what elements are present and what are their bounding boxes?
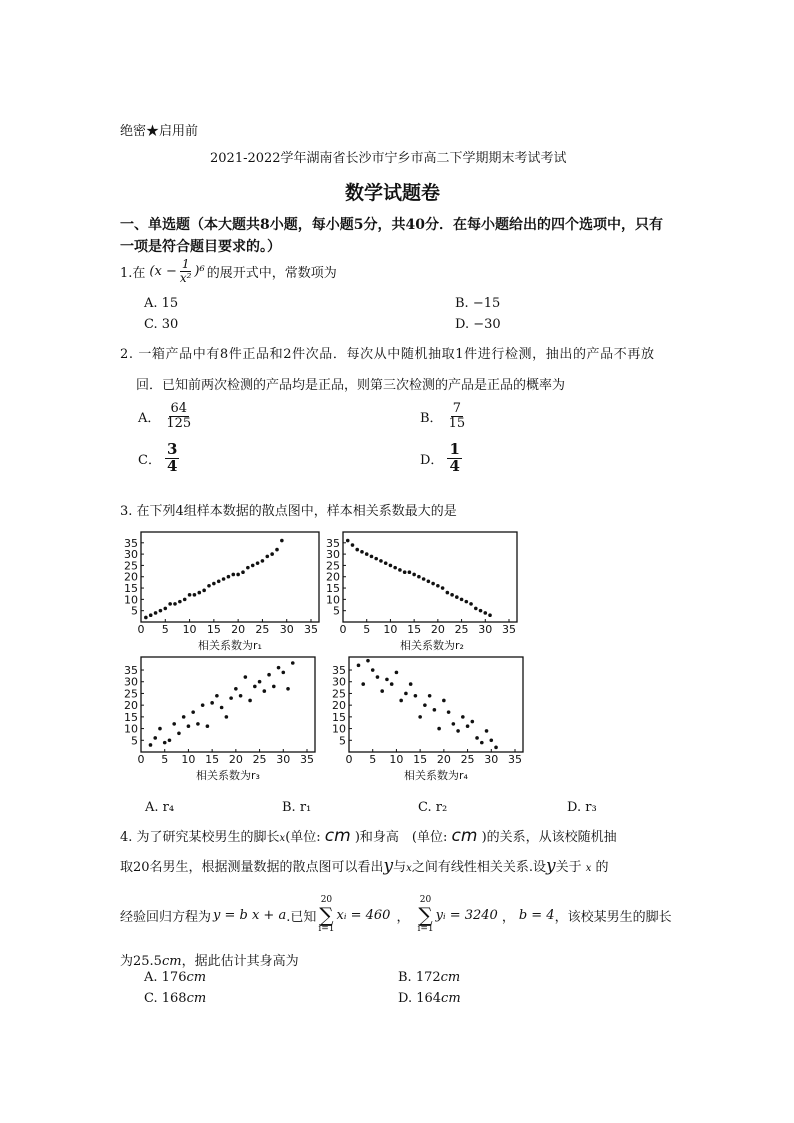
plot2-point — [427, 579, 431, 583]
plot2-ytick-label: 25 — [326, 559, 340, 573]
q2-a-num: 64 — [170, 401, 188, 416]
plot4-point — [385, 678, 389, 682]
plot4-point — [376, 675, 380, 679]
plot3-point — [267, 673, 271, 677]
plot1-point — [241, 570, 245, 574]
plot4-point — [414, 694, 418, 698]
q4-unit-2: cm — [451, 826, 478, 846]
q1-expr-right: )⁶ — [194, 263, 205, 279]
plot2-point — [379, 559, 383, 563]
plot1-xtick-label: 5 — [161, 623, 169, 636]
plot3-point — [229, 696, 233, 700]
plot2-ytick-label: 35 — [326, 536, 340, 550]
q4-sum-y: yᵢ = 3240 — [435, 907, 498, 923]
plot3-ytick-label: 15 — [124, 710, 138, 724]
plot4-point — [471, 720, 475, 724]
plot4-ytick-label: 5 — [339, 734, 346, 748]
q3-option-d: D. r₃ — [567, 800, 597, 815]
plot1-point — [212, 582, 216, 586]
q1-expr-left: (x − — [149, 263, 177, 279]
q2-b-num: 7 — [452, 401, 461, 416]
q1-option-b: B. −15 — [455, 296, 501, 311]
plot2-point — [346, 539, 350, 543]
plot1-point — [280, 539, 284, 543]
q4-var-y-1: y — [383, 856, 394, 876]
q3-option-b: B. r₁ — [282, 800, 312, 815]
q4-option-c-value: C. 168 — [144, 991, 187, 1006]
q4-var-x-3: x — [585, 863, 592, 874]
q1-prefix: 1.在 — [120, 265, 146, 281]
plot1-point — [251, 564, 255, 568]
plot3-xtick-label: 15 — [205, 753, 220, 766]
q2-stem-line2: 回．已知前两次检测的产品均是正品，则第三次检测的产品是正品的概率为 — [136, 378, 566, 393]
plot1-ytick-label: 20 — [124, 570, 138, 584]
plot1-point — [256, 561, 260, 565]
q2-d-num: 1 — [449, 440, 460, 458]
plot2-xtick-label: 25 — [454, 623, 469, 636]
plot1-xtick-label: 20 — [231, 623, 246, 636]
secret-label: 绝密★启用前 — [120, 124, 199, 139]
q4-line1-b: (单位: — [285, 830, 321, 845]
plot4-point — [357, 664, 361, 668]
plot4-xtick-label: 25 — [460, 753, 475, 766]
q2-b-label: B． — [420, 410, 443, 426]
plot4-point — [437, 727, 441, 731]
plot4-point — [399, 699, 403, 703]
plot3-point — [168, 738, 172, 742]
plot2-ytick-label: 15 — [326, 582, 340, 596]
plot3-ytick-label: 10 — [124, 722, 138, 736]
plot3-ytick-label: 20 — [124, 699, 138, 713]
plot4-point — [461, 715, 465, 719]
q1-suffix: 的展开式中，常数项为 — [206, 265, 337, 281]
plot1-point — [173, 602, 177, 606]
plot2-point — [479, 609, 483, 613]
plot4-xtick-label: 10 — [389, 753, 404, 766]
q4-line4-a: 为25.5 — [120, 954, 162, 969]
plot2-frame — [343, 532, 517, 622]
plot3-point — [187, 724, 191, 728]
q1-frac-den: x² — [179, 270, 192, 285]
q4-line4-b: ，据此估计其身高为 — [181, 954, 299, 969]
q4-line2-b: 与 — [393, 860, 407, 875]
plot1-xtick-label: 30 — [279, 623, 294, 636]
plot1-point — [236, 573, 240, 577]
section-heading-line1: 一、单选题（本大题共8小题，每小题5分，共40分．在每小题给出的四个选项中，只有 — [120, 217, 663, 233]
q4-option-b-value: B. 172 — [398, 970, 441, 985]
plot2-point — [460, 598, 464, 602]
plot2-point — [431, 582, 435, 586]
plot2-xtick-label: 5 — [363, 623, 371, 636]
plot2-point — [403, 570, 407, 574]
plot2-point — [398, 568, 402, 572]
plot2-point — [436, 584, 440, 588]
plot3-point — [263, 689, 267, 693]
plot2-ytick-label: 10 — [326, 593, 340, 607]
plot4-point — [380, 689, 384, 693]
plot3-point — [234, 687, 238, 691]
plot2-xtick-label: 30 — [478, 623, 493, 636]
q4-line1-a: 4. 为了研究某校男生的脚长 — [120, 830, 280, 845]
plot3-point — [177, 731, 181, 735]
q4-line2-e: 的 — [595, 860, 609, 875]
plot4-ytick-label: 25 — [332, 687, 346, 701]
q3-stem: 3. 在下列4组样本数据的散点图中，样本相关系数最大的是 — [120, 504, 457, 519]
plot3-point — [248, 699, 252, 703]
q4-sum-y-top: 20 — [419, 895, 432, 905]
plot3-point — [253, 685, 257, 689]
q1-option-a: A. 15 — [144, 296, 179, 311]
q4-sum-x-symbol — [318, 896, 334, 934]
q4-regression-eq: y = b x + a — [213, 907, 287, 923]
plot1-point — [270, 552, 274, 556]
plot4-point — [466, 724, 470, 728]
q4-option-c-unit: cm — [186, 991, 207, 1006]
plot3-point — [258, 680, 262, 684]
plot3-ytick-label: 25 — [124, 687, 138, 701]
plot2-caption: 相关系数为r₂ — [400, 639, 464, 652]
q3-option-a: A. r₄ — [145, 800, 175, 815]
q2-d-label: D． — [420, 452, 444, 468]
plot4-point — [423, 703, 427, 707]
plot3-frame — [141, 657, 315, 752]
q4-sum-x: xᵢ = 460 — [336, 907, 391, 923]
q2-c-label: C． — [138, 452, 161, 468]
plot4-point — [494, 746, 498, 750]
plot1-point — [168, 602, 172, 606]
q4-line3: 经验回归方程为 y = b x + a .已知 20 ∑ i=1 xᵢ = 460 ， 20 ∑ i=1 yᵢ = 3240 ， b = 4 ，该校某男生的脚长 — [120, 895, 672, 934]
plot3-ytick-label: 5 — [131, 734, 138, 748]
plot1-point — [222, 577, 226, 581]
plot2-xtick-label: 15 — [407, 623, 422, 636]
plot1-point — [207, 584, 211, 588]
q4-line3-c: ，该校某男生的脚长 — [554, 909, 672, 925]
plot1-point — [217, 579, 221, 583]
q1-frac-num: 1 — [181, 257, 190, 271]
plot2-xtick-label: 0 — [339, 623, 347, 636]
q4-sum-y-bottom: i=1 — [417, 924, 434, 934]
plot4-point — [395, 671, 399, 675]
exam-title: 2021-2022学年湖南省长沙市宁乡市高二下学期期末考试考试 — [210, 151, 567, 166]
q4-line2-a: 取20名男生，根据测量数据的散点图可以看出 — [120, 860, 384, 875]
plot3-point — [172, 722, 176, 726]
q1-option-c: C. 30 — [144, 317, 179, 332]
plot2-point — [422, 577, 426, 581]
q4-option-a-value: A. 176 — [144, 970, 187, 985]
plot4-ytick-label: 30 — [332, 675, 346, 689]
plot4-point — [433, 708, 437, 712]
q4-line4-unit: cm — [161, 954, 182, 969]
plot3-xtick-label: 5 — [161, 753, 169, 766]
q4-bhat: b = 4 — [518, 907, 555, 923]
q4-option-d-value: D. 164 — [398, 991, 442, 1006]
plot4-ytick-label: 20 — [332, 699, 346, 713]
plot2-point — [370, 555, 374, 559]
q4-line2 — [120, 856, 609, 876]
plot4-frame — [349, 657, 523, 752]
plot1-point — [202, 589, 206, 593]
plot4-point — [475, 736, 479, 740]
plot1-xtick-label: 35 — [304, 623, 318, 636]
plot1-xtick-label: 15 — [206, 623, 221, 636]
plot4-point — [480, 741, 484, 745]
plot3-point — [153, 736, 157, 740]
plot4-point — [485, 729, 489, 733]
plot1-xtick-label: 0 — [137, 623, 145, 636]
q4-option-a-unit: cm — [186, 970, 207, 985]
q4-var-y-2: y — [545, 856, 556, 876]
q4-line3-a: 经验回归方程为 — [120, 909, 212, 925]
plot4-point — [442, 699, 446, 703]
plot2-point — [455, 595, 459, 599]
q4-line2-c: 之间有线性相关关系.设 — [411, 860, 546, 875]
plot1-point — [275, 548, 279, 552]
plot2-ytick-label: 30 — [326, 548, 340, 562]
plot4-point — [447, 710, 451, 714]
q4-line1-d: )的关系，从该校随机抽 — [481, 830, 617, 845]
plot2-point — [469, 602, 473, 606]
plot1-point — [188, 593, 192, 597]
plot4-point — [390, 682, 394, 686]
plot2-point — [351, 543, 355, 547]
q4-line1 — [120, 826, 617, 846]
plot4-xtick-label: 20 — [436, 753, 451, 766]
q4-sum-x-top: 20 — [320, 895, 333, 905]
plot3-point — [239, 694, 243, 698]
q4-line1-c: )和身高 (单位: — [354, 830, 448, 845]
plot4-point — [404, 692, 408, 696]
plot1-point — [159, 609, 163, 613]
plot3-point — [210, 701, 214, 705]
plot1-point — [144, 616, 148, 620]
plot3-xtick-label: 35 — [300, 753, 314, 766]
plot1-point — [183, 598, 187, 602]
plot1-point — [149, 613, 153, 617]
plot2-point — [450, 593, 454, 597]
plot2-point — [441, 586, 445, 590]
q4-line3-b: .已知 — [286, 909, 317, 925]
plot1-ytick-label: 15 — [124, 582, 138, 596]
q4-option-c — [144, 991, 206, 1006]
plot3-ytick-label: 30 — [124, 675, 138, 689]
plot2-point — [488, 613, 492, 617]
paper-title: 数学试题卷 — [345, 182, 441, 204]
plot2-point — [389, 564, 393, 568]
plot3-point — [206, 724, 210, 728]
q4-option-a — [144, 970, 206, 985]
plot4-xtick-label: 35 — [508, 753, 522, 766]
plot3-point — [201, 703, 205, 707]
plot1-point — [178, 600, 182, 604]
plot3-point — [149, 743, 153, 747]
plot3-point — [215, 694, 219, 698]
plot3-point — [182, 715, 186, 719]
plot3-point — [291, 661, 295, 665]
plot1-point — [227, 575, 231, 579]
q4-unit-1: cm — [324, 826, 351, 846]
plot4-point — [366, 659, 370, 663]
plot1-ytick-label: 30 — [124, 548, 138, 562]
q2-d-den: 4 — [449, 456, 460, 475]
sigma-icon: ∑ — [319, 903, 334, 927]
plot3-point — [281, 671, 285, 675]
plot1-ytick-label: 35 — [124, 536, 138, 550]
plot2-point — [365, 552, 369, 556]
plot4-ytick-label: 35 — [332, 664, 346, 678]
plot3-point — [272, 685, 276, 689]
q4-option-b-unit: cm — [440, 970, 461, 985]
plot2-ytick-label: 20 — [326, 570, 340, 584]
plot1-caption: 相关系数为r₁ — [198, 639, 262, 652]
plot2-point — [446, 591, 450, 595]
section-heading-line2: 一项是符合题目要求的。） — [120, 239, 281, 255]
plot2-point — [360, 550, 364, 554]
q2-a-label: A． — [138, 410, 161, 426]
plot3-xtick-label: 10 — [181, 753, 196, 766]
plot3-point — [225, 715, 229, 719]
plot4-ytick-label: 15 — [332, 710, 346, 724]
plot3-point — [196, 722, 200, 726]
plot3-xtick-label: 0 — [137, 753, 145, 766]
plot2-point — [384, 561, 388, 565]
plot1-point — [163, 607, 167, 611]
plot1-point — [154, 611, 158, 615]
q2-a-den: 125 — [166, 415, 192, 431]
plot4-point — [361, 682, 365, 686]
plot1-xtick-label: 10 — [182, 623, 197, 636]
plot3-point — [191, 710, 195, 714]
plot2-point — [483, 611, 487, 615]
plot4-point — [409, 682, 413, 686]
plot2-point — [374, 557, 378, 561]
plot4-point — [418, 715, 422, 719]
q4-line4 — [120, 950, 299, 969]
plot1-point — [193, 593, 197, 597]
plot2-point — [412, 573, 416, 577]
plot4-xtick-label: 5 — [369, 753, 377, 766]
q4-sum-x-bottom: i=1 — [318, 924, 335, 934]
plot1-xtick-label: 25 — [255, 623, 270, 636]
plot2-point — [393, 566, 397, 570]
plot1-ytick-label: 10 — [124, 593, 138, 607]
plot4-point — [371, 668, 375, 672]
plot1-point — [261, 559, 265, 563]
plot2-point — [355, 548, 359, 552]
q4-option-b — [398, 970, 460, 985]
plot3-point — [244, 675, 248, 679]
plot1-ytick-label: 25 — [124, 559, 138, 573]
plot4-point — [456, 729, 460, 733]
q2-b-den: 15 — [448, 415, 466, 431]
plot4-xtick-label: 15 — [413, 753, 428, 766]
plot4-point — [428, 694, 432, 698]
plot1-point — [265, 555, 269, 559]
plot3-caption: 相关系数为r₃ — [196, 769, 260, 782]
q3-option-c: C. r₂ — [418, 800, 448, 815]
q4-var-x-2: x — [406, 863, 412, 874]
plot3-xtick-label: 25 — [252, 753, 267, 766]
plot3-point — [158, 727, 162, 731]
q4-sum-y-symbol — [417, 896, 433, 934]
plot4-xtick-label: 30 — [484, 753, 499, 766]
plot1-ytick-label: 5 — [131, 604, 138, 618]
q4-option-d-unit: cm — [441, 991, 461, 1006]
plot2-point — [408, 570, 412, 574]
plot3-xtick-label: 30 — [276, 753, 291, 766]
plot4-xtick-label: 0 — [345, 753, 353, 766]
sigma-icon: ∑ — [418, 903, 433, 927]
q2-c-num: 3 — [166, 440, 178, 458]
plot2-ytick-label: 5 — [333, 604, 340, 618]
plot2-xtick-label: 20 — [430, 623, 445, 636]
q4-option-d — [398, 991, 461, 1006]
plot2-point — [474, 607, 478, 611]
q2-stem-line1: 2. 一箱产品中有8件正品和2件次品．每次从中随机抽取1件进行检测，抽出的产品不再放 — [120, 347, 655, 362]
plot3-ytick-label: 35 — [124, 664, 138, 678]
plot3-point — [163, 741, 167, 745]
q1-option-d: D. −30 — [455, 317, 501, 332]
plot3-point — [220, 706, 224, 710]
plot4-point — [489, 738, 493, 742]
plot3-xtick-label: 20 — [228, 753, 243, 766]
plot3-point — [286, 687, 290, 691]
plot1-point — [231, 573, 235, 577]
plot2-xtick-label: 10 — [383, 623, 398, 636]
q4-line2-d: 关于 — [555, 860, 582, 875]
plot2-point — [465, 600, 469, 604]
plot4-caption: 相关系数为r₄ — [404, 769, 468, 782]
plot4-point — [452, 722, 456, 726]
plot1-point — [197, 591, 201, 595]
plot1-point — [246, 566, 250, 570]
plot4-ytick-label: 10 — [332, 722, 346, 736]
q2-c-den: 4 — [166, 456, 178, 475]
plot2-xtick-label: 35 — [502, 623, 516, 636]
plot2-point — [417, 575, 421, 579]
plot3-point — [277, 666, 281, 670]
q4-var-x: x — [279, 833, 286, 844]
